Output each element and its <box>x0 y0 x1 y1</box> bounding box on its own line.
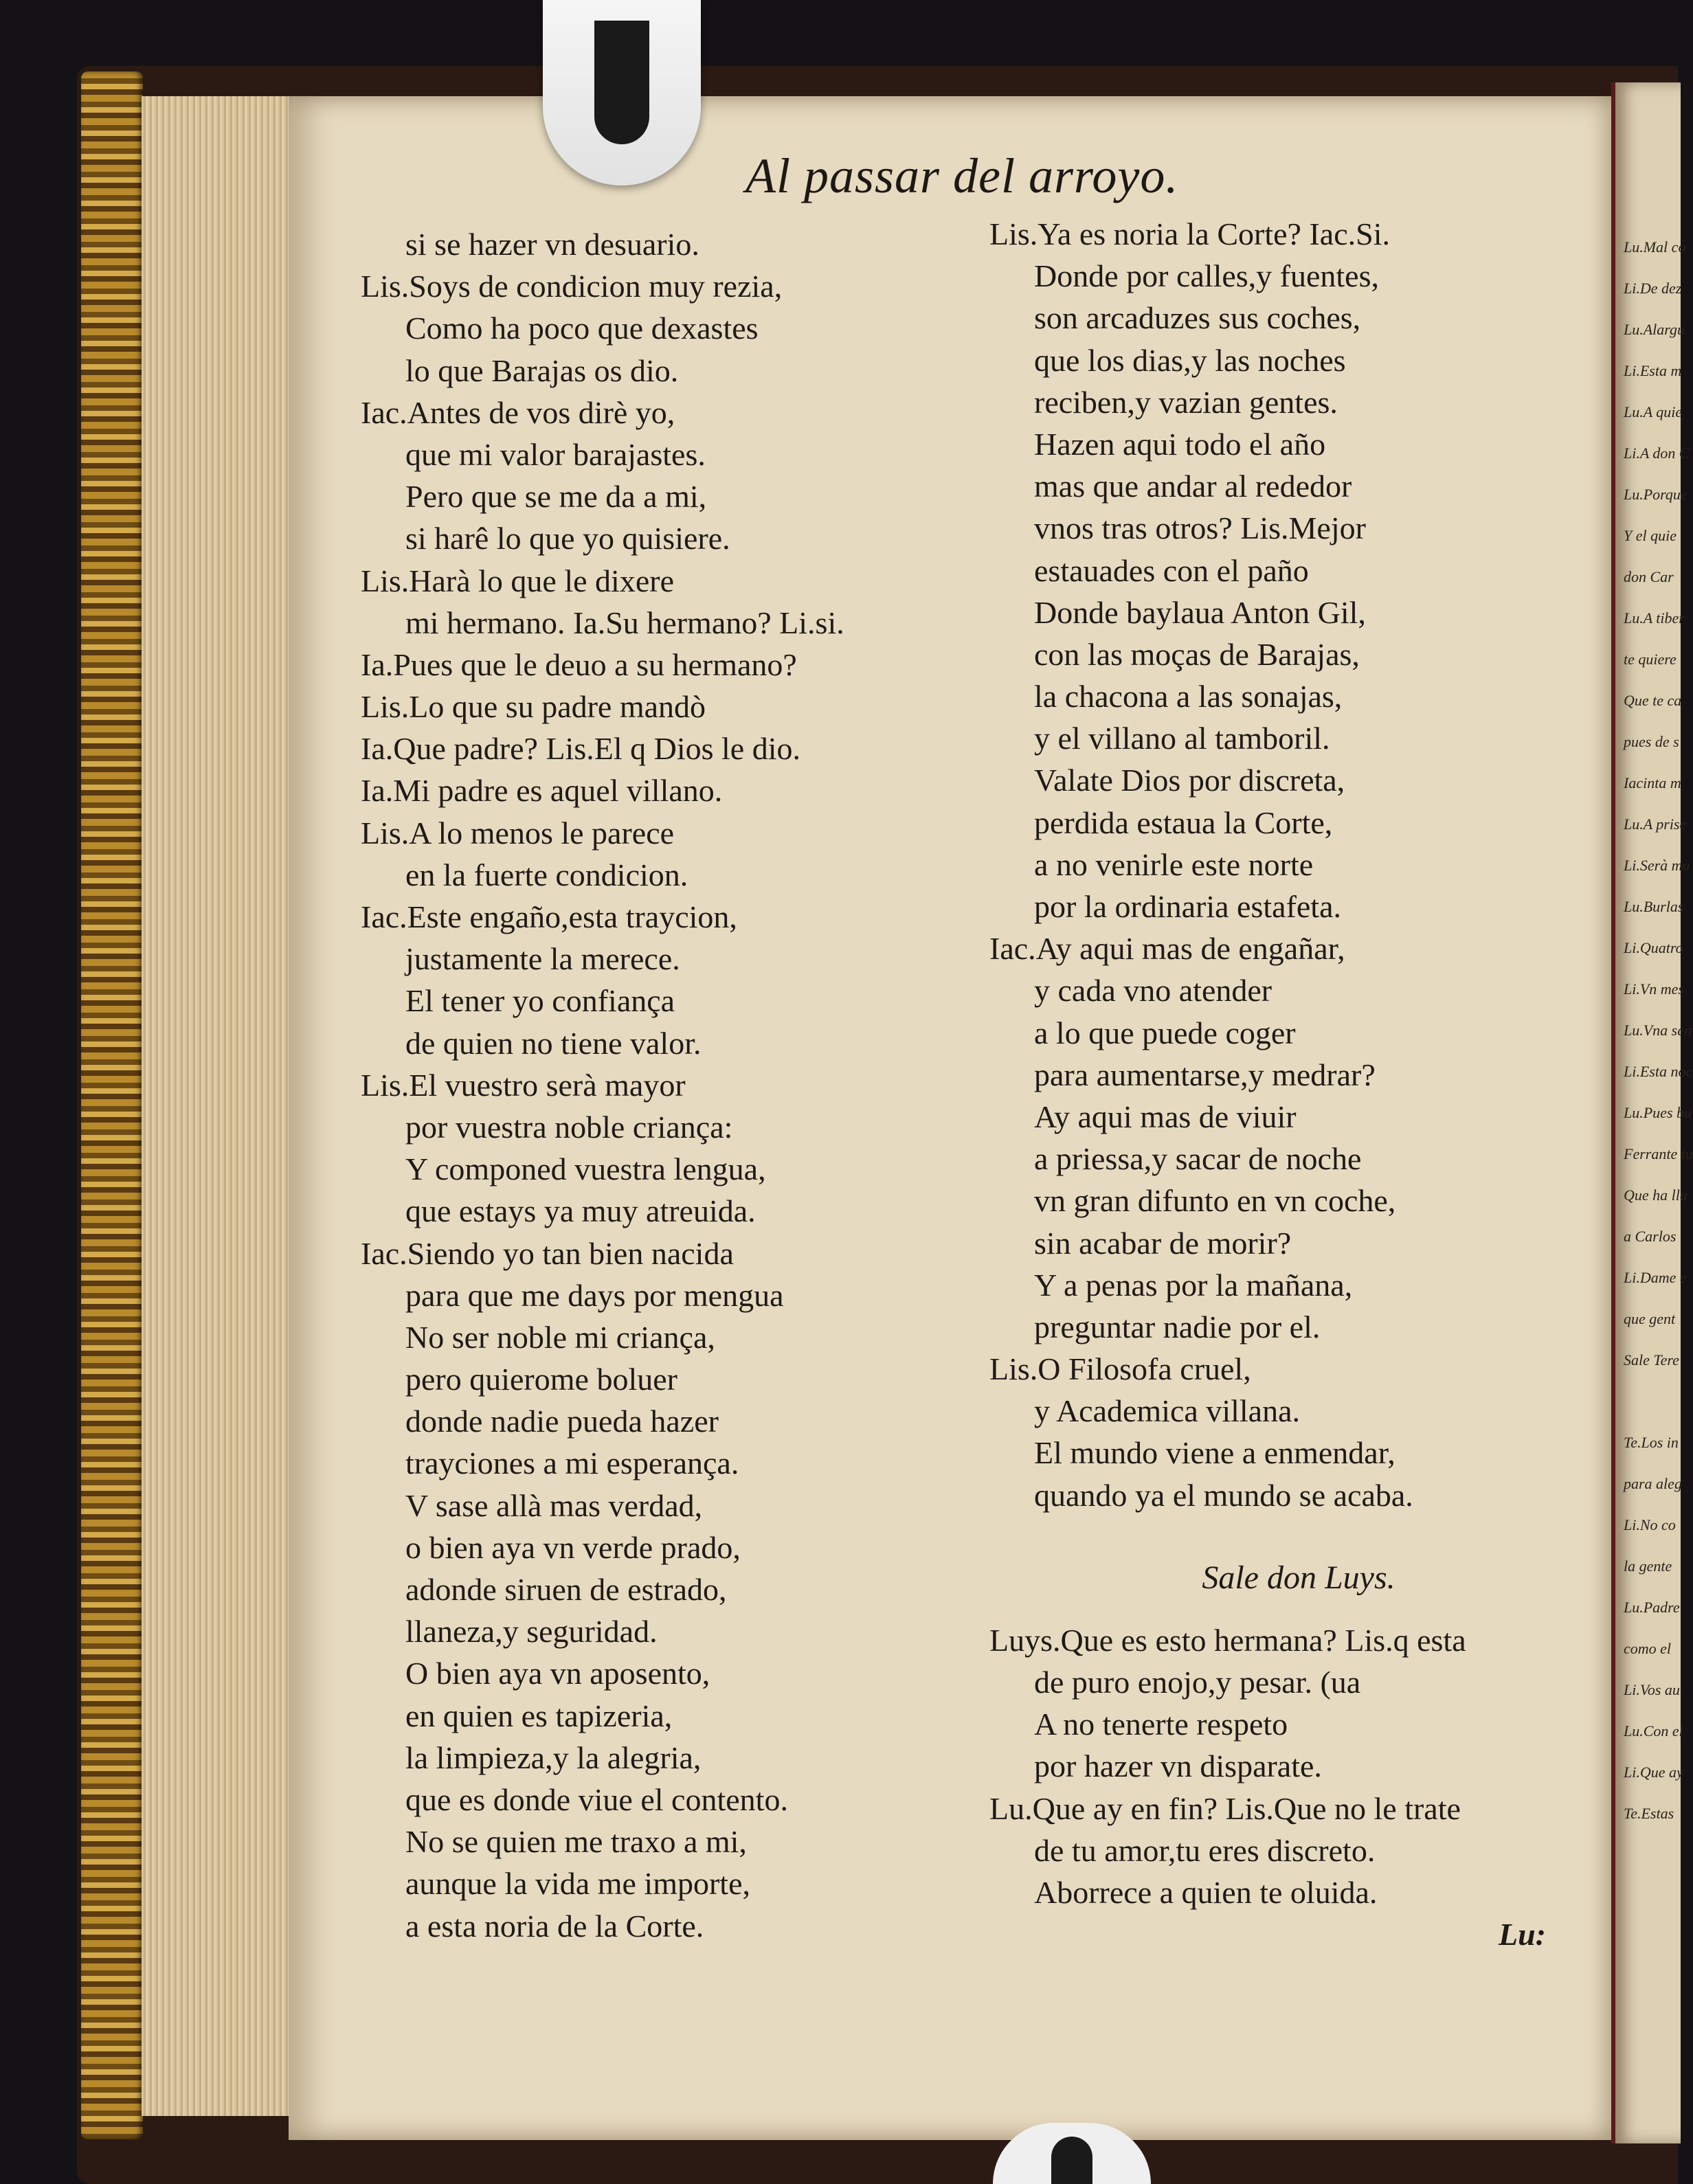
page-edges <box>142 96 300 2116</box>
next-page-fragment: que gent <box>1624 1310 1676 1327</box>
next-page-fragment: Lu.Porque <box>1624 486 1688 503</box>
verse-line: a esta noria de la Corte. <box>405 1908 704 1944</box>
verse-line: y el villano al tamboril. <box>1034 721 1330 756</box>
verse-line: Donde baylaua Anton Gil, <box>1034 594 1366 630</box>
verse-line: Iac.Este engaño,esta traycion, <box>361 899 737 934</box>
verse-line: de tu amor,tu eres discreto. <box>1034 1832 1376 1868</box>
next-page-fragment: Li.Vn mes <box>1624 980 1684 998</box>
next-page-fragment: Li.Dame e <box>1624 1269 1687 1286</box>
verse-line: de puro enojo,y pesar. (ua <box>1034 1665 1361 1700</box>
verse-line: si se hazer vn desuario. <box>405 227 699 262</box>
next-page-fragment <box>1624 1381 1685 1422</box>
verse-line: por vuestra noble criança: <box>405 1109 733 1145</box>
verse-line: a no venirle este norte <box>1034 846 1314 882</box>
verse-line: Lis.El vuestro serà mayor <box>361 1067 686 1103</box>
verse-line: de quien no tiene valor. <box>405 1025 702 1061</box>
verse-line: quando ya el mundo se acaba. <box>1034 1477 1413 1513</box>
verse-line: No se quien me traxo a mi, <box>405 1824 747 1860</box>
verse-line: Hazen aqui todo el año <box>1034 426 1326 462</box>
next-page-fragment: Lu.Padre <box>1624 1599 1680 1616</box>
verse-line: Ia.Que padre? Lis.El q Dios le dio. <box>361 731 800 767</box>
verse-line: Lis.Ya es noria la Corte? Iac.Si. <box>989 216 1390 251</box>
next-page-fragment: Lu.Con el <box>1624 1722 1683 1740</box>
verse-line: Iac.Antes de vos dirè yo, <box>361 394 675 430</box>
verse-line: donde nadie pueda hazer <box>405 1404 719 1439</box>
next-page-fragment: Lu.Pues bu <box>1624 1104 1692 1121</box>
verse-line: lo que Barajas os dio. <box>405 352 679 388</box>
next-page-fragment: Que te ca <box>1624 692 1682 709</box>
next-page-fragment: Lu.Mal co <box>1624 238 1686 256</box>
next-page-fragment: Que ha lla <box>1624 1186 1688 1204</box>
verse-line: que es donde viue el contento. <box>405 1781 788 1817</box>
verse-line: justamente la merece. <box>405 941 680 977</box>
verse-line: y Academica villana. <box>1034 1393 1301 1429</box>
next-page-fragment: te quiere <box>1624 651 1677 668</box>
next-page-fragment: pues de s <box>1624 733 1679 750</box>
verse-line: mi hermano. Ia.Su hermano? Li.si. <box>405 605 844 640</box>
verse-line: Y a penas por la mañana, <box>1034 1267 1353 1303</box>
verse-line: en quien es tapizeria, <box>405 1698 673 1733</box>
verse-line: Pero que se me da a mi, <box>405 479 707 515</box>
verse-line: Iac.Siendo yo tan bien nacida <box>361 1235 734 1271</box>
verse-line: que mi valor barajastes. <box>405 436 706 472</box>
verse-line: preguntar nadie por el. <box>1034 1309 1321 1344</box>
verse-line: Lis.Lo que su padre mandò <box>361 689 706 725</box>
verse-line: que los dias,y las noches <box>1034 342 1346 378</box>
next-page-fragment: Li.Vos au <box>1624 1681 1680 1698</box>
verse-line: con las moças de Barajas, <box>1034 636 1360 672</box>
next-page-fragment: Lu.A quie <box>1624 403 1683 420</box>
verse-line: Lu.Que ay en fin? Lis.Que no le trate <box>989 1790 1461 1826</box>
verse-line: A no tenerte respeto <box>1034 1707 1288 1742</box>
verse-line: la limpieza,y la alegria, <box>405 1740 702 1775</box>
next-page-fragment: Sale Tere <box>1624 1351 1679 1369</box>
next-page-fragment: Li.A don C <box>1624 444 1690 462</box>
verse-line: que estays ya muy atreuida. <box>405 1193 756 1229</box>
next-page-fragment: Li.Quatro <box>1624 939 1683 956</box>
verse-line: estauades con el paño <box>1034 552 1309 588</box>
next-page-fragment: Lu.Vna sen <box>1624 1022 1692 1039</box>
left-text-column <box>361 223 979 1947</box>
next-page-fragment: Lu.Burlas <box>1624 898 1684 915</box>
red-edge <box>1611 82 1615 2143</box>
verse-line: mas que andar al rededor <box>1034 469 1352 504</box>
verse-line: Iac.Ay aqui mas de engañar, <box>989 931 1345 967</box>
next-page-fragment: Li.Que ay <box>1624 1764 1683 1781</box>
verse-line: por la ordinaria estafeta. <box>1034 889 1341 924</box>
verse-line: adonde siruen de estrado, <box>405 1572 727 1607</box>
verse-line: y cada vno atender <box>1034 973 1272 1009</box>
next-page-fragment: Te.Estas <box>1624 1805 1674 1822</box>
verse-line: para aumentarse,y medrar? <box>1034 1057 1376 1092</box>
verse-line: vnos tras otros? Lis.Mejor <box>1034 510 1366 546</box>
verse-line: para que me days por mengua <box>405 1277 784 1313</box>
next-page-fragment: para aleg <box>1624 1475 1682 1492</box>
verse-line: Lis.A lo menos le parece <box>361 815 675 851</box>
verse-line: Donde por calles,y fuentes, <box>1034 258 1380 294</box>
next-page-fragment: Li.Esta m <box>1624 362 1682 379</box>
verse-line: llaneza,y seguridad. <box>405 1614 658 1650</box>
next-page-fragment: la gente <box>1624 1557 1672 1575</box>
verse-line: reciben,y vazian gentes. <box>1034 384 1338 420</box>
verse-line: No ser noble mi criança, <box>405 1319 715 1355</box>
verse-line: en la fuerte condicion. <box>405 857 688 892</box>
next-page-fragment: como el <box>1624 1640 1672 1657</box>
next-page-fragment: Lu.A tiber <box>1624 609 1685 627</box>
verse-line: pero quierome boluer <box>405 1362 677 1397</box>
verse-line: Valate Dios por discreta, <box>1034 763 1345 798</box>
next-page-fragment: Lu.Alargu <box>1624 321 1685 338</box>
verse-line: perdida estaua la Corte, <box>1034 804 1333 840</box>
verse-line: aunque la vida me importe, <box>405 1866 751 1902</box>
next-page-text <box>1624 227 1693 1834</box>
verse-line: Lis.Harà lo que le dixere <box>361 563 674 598</box>
running-head: Al passar del arroyo. <box>745 148 1179 203</box>
next-page-fragment: Iacinta m <box>1624 774 1681 791</box>
next-page-fragment: Li.Serà mu <box>1624 857 1690 874</box>
next-page-edge <box>1611 82 1693 2143</box>
verse-line: la chacona a las sonajas, <box>1034 679 1343 714</box>
verse-line: Ay aqui mas de viuir <box>1034 1099 1297 1134</box>
verse-line: a lo que puede coger <box>1034 1015 1296 1050</box>
verse-line: trayciones a mi esperança. <box>405 1445 739 1481</box>
verse-line: sin acabar de morir? <box>1034 1225 1292 1261</box>
verse-line: son arcaduzes sus coches, <box>1034 300 1361 336</box>
verse-line: Luys.Que es esto hermana? Lis.q esta <box>989 1622 1466 1658</box>
next-page-fragment: Li.Esta noc <box>1624 1063 1693 1080</box>
next-page-fragment: Te.Los in <box>1624 1434 1679 1451</box>
next-page-fragment: Li.De dez <box>1624 280 1682 297</box>
right-text-column <box>989 213 1608 1955</box>
verse-line: Como ha poco que dexastes <box>405 311 759 346</box>
verse-line: O bien aya vn aposento, <box>405 1656 710 1691</box>
verse-line: El mundo viene a enmendar, <box>1034 1435 1395 1471</box>
stage-direction: Sale don Luys. <box>1202 1559 1395 1596</box>
verse-line: o bien aya vn verde prado, <box>405 1529 741 1565</box>
catchword: Lu: <box>1499 1917 1546 1952</box>
verse-line: vn gran difunto en vn coche, <box>1034 1183 1396 1219</box>
next-page-fragment: Li.No co <box>1624 1516 1676 1533</box>
gilded-edge <box>81 71 143 2139</box>
verse-line: Ia.Pues que le deuo a su hermano? <box>361 646 797 682</box>
verse-line: a priessa,y sacar de noche <box>1034 1141 1362 1177</box>
verse-line: Aborrece a quien te oluida. <box>1034 1874 1378 1910</box>
verse-line: Lis.Soys de condicion muy rezia, <box>361 269 783 304</box>
next-page-fragment: a Carlos <box>1624 1228 1677 1245</box>
verse-line: Y componed vuestra lengua, <box>405 1151 766 1187</box>
page-clip-top <box>543 0 701 185</box>
next-page-fragment: Lu.A prise <box>1624 815 1687 833</box>
next-page-fragment: Y el quie <box>1624 527 1677 544</box>
verse-line: El tener yo confiança <box>405 983 675 1019</box>
verse-line: Lis.O Filosofa cruel, <box>989 1351 1251 1387</box>
next-page-fragment: Ferrante tu <box>1624 1145 1693 1162</box>
verse-line: Ia.Mi padre es aquel villano. <box>361 773 723 809</box>
verse-line: V sase allà mas verdad, <box>405 1487 703 1523</box>
verse-line: si harê lo que yo quisiere. <box>405 521 730 556</box>
next-page-fragment: don Car <box>1624 568 1674 585</box>
verse-line: por hazer vn disparate. <box>1034 1748 1322 1784</box>
